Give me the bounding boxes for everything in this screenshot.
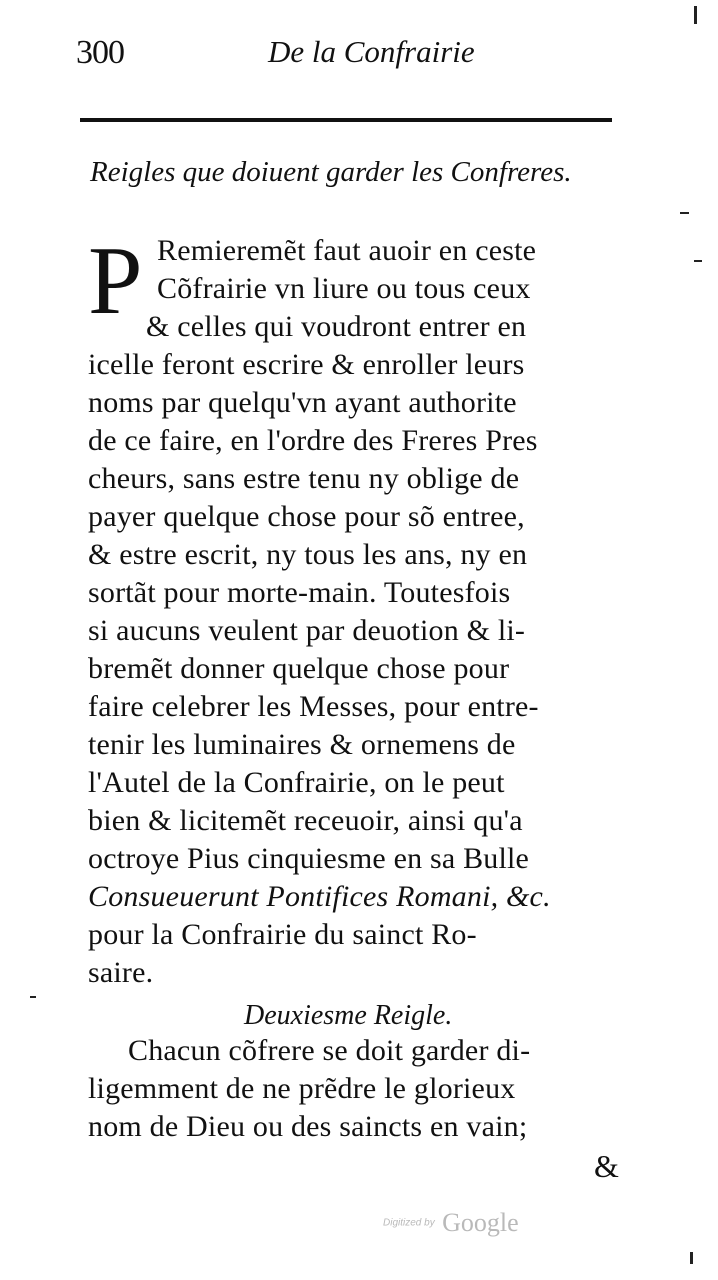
text-line: noms par quelqu'vn ayant authorite [88,386,517,419]
scan-mark [690,1252,693,1264]
catchword: & [594,1148,619,1184]
text-line: si aucuns veulent par deuotion & li- [88,614,526,647]
text-line: cheurs, sans estre tenu ny oblige de [88,462,520,495]
page-number: 300 [76,34,124,71]
scan-mark [694,6,697,24]
drop-cap: P [88,227,143,335]
section-title: Reigles que doiuent garder les Confreres. [90,156,572,188]
text-line: payer quelque chose pour sõ entree, [88,500,525,533]
text-line: & celles qui voudront entrer en [146,310,527,343]
text-line: Cõfrairie vn liure ou tous ceux [157,272,531,305]
text-line: Chacun cõfrere se doit garder di- [128,1034,531,1067]
text-line: nom de Dieu ou des saincts en vain; [88,1110,528,1143]
text-line-italic: Consueuerunt Pontifices Romani, &c. [88,880,551,913]
text-line: de ce faire, en l'ordre des Freres Pres [88,424,538,457]
text-line: bremẽt donner quelque chose pour [88,652,510,685]
text-line: l'Autel de la Confrairie, on le peut [88,766,505,799]
text-line: pour la Confrairie du sainct Ro- [88,918,477,951]
running-head: De la Confrairie [268,34,475,69]
rule-heading: Deuxiesme Reigle. [244,1000,453,1031]
text-line: bien & licitemẽt receuoir, ainsi qu'a [88,804,523,837]
watermark-prefix: Digitized by [383,1217,435,1229]
scan-mark [680,212,689,214]
text-line: sortãt pour morte-main. Toutesfois [88,576,511,609]
watermark-brand: Google [442,1208,519,1237]
header-rule [80,118,612,122]
text-line: tenir les luminaires & ornemens de [88,728,516,761]
scan-mark [694,260,702,262]
digitization-watermark [383,1208,519,1238]
text-line: octroye Pius cinquiesme en sa Bulle [88,842,530,875]
text-line: icelle feront escrire & enroller leurs [88,348,525,381]
text-line: Remieremẽt faut auoir en ceste [157,234,537,267]
text-line: saire. [88,956,154,989]
scan-mark [30,996,36,998]
text-line: faire celebrer les Messes, pour entre- [88,690,539,723]
text-line: & estre escrit, ny tous les ans, ny en [88,538,528,571]
text-line: ligemment de ne prẽdre le glorieux [88,1072,516,1105]
